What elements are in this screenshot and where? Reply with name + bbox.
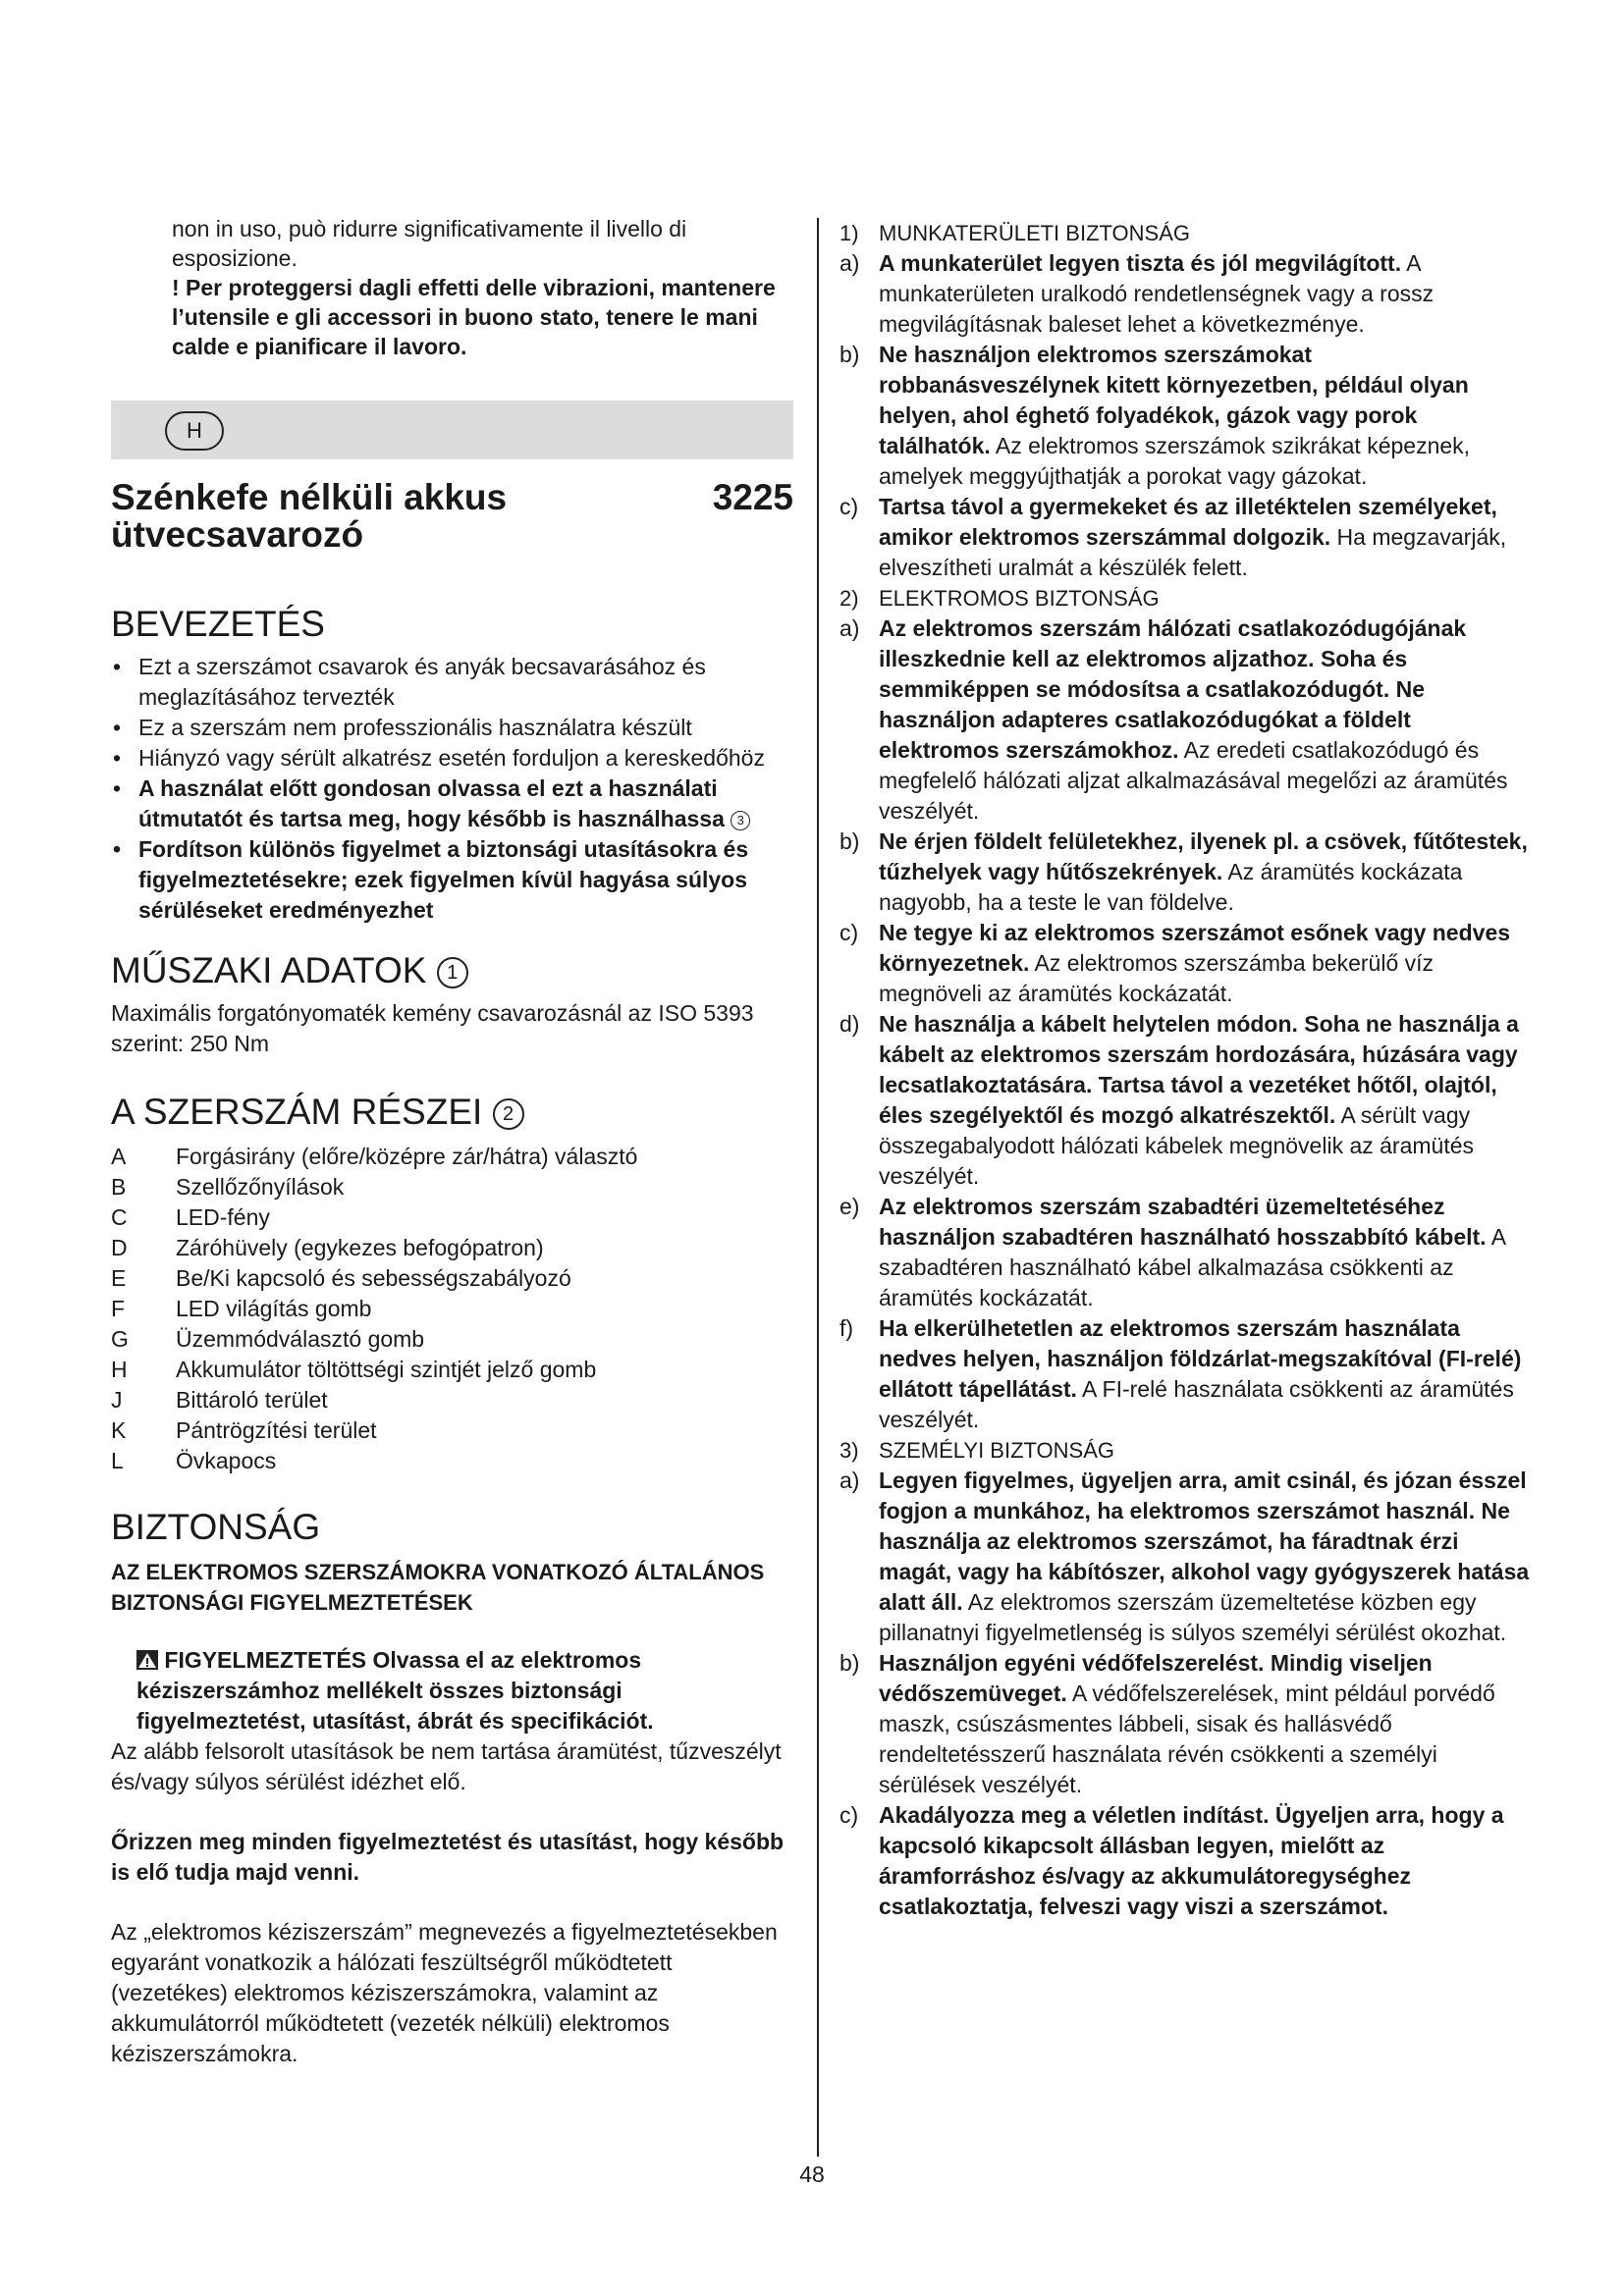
rule-text	[879, 248, 1532, 340]
section-1-heading	[839, 218, 1532, 248]
rule-normal: A védőfelszerelések, mint például porvédő maszk, csúszásmentes lábbeli, sisak és hallásvédő rendeltetésszerű használata révén csökkenti a személyi sérülések veszélyét.	[879, 1681, 1495, 1797]
heading-bevezetes: BEVEZETÉS	[111, 604, 325, 644]
rule-letter: b)	[839, 1650, 860, 1676]
right-column	[839, 218, 1532, 1922]
title-line-1: Szénkefe nélküli akkus	[111, 477, 508, 517]
part-label: LED-fény	[176, 1204, 270, 1230]
rule-normal: Az elektromos szerszámba bekerülő víz megnöveli az áramütés kockázatát.	[879, 950, 1435, 1006]
warning-text: Az alább felsorolt utasítások be nem tartása áramütést, tűzveszélyt és/vagy súlyos sérülést idézhet elő.	[111, 1738, 782, 1794]
part-row	[111, 1142, 793, 1172]
part-row	[111, 1294, 793, 1324]
rule-text	[879, 1648, 1532, 1800]
intro-bullet-list	[111, 652, 793, 926]
rule-letter: a)	[839, 1468, 860, 1493]
part-key: A	[111, 1144, 127, 1169]
rule-text	[879, 1192, 1532, 1313]
list-item: • Fordítson különös figyelmet a biztonsági utasításokra és figyelmeztetésekre; ezek figyelmen kívül hagyása súlyos sérüléseket eredményezhet	[111, 834, 793, 926]
part-label: Pántrögzítési terület	[176, 1417, 377, 1443]
part-row	[111, 1385, 793, 1415]
heading-text: MŰSZAKI ADATOK	[111, 950, 427, 990]
rule-item	[839, 1009, 1532, 1192]
rule-letter: c)	[839, 920, 859, 945]
part-row	[111, 1324, 793, 1355]
rule-bold: Az elektromos szerszám szabadtéri üzemeltetéséhez használjon szabadtéren használható hosszabbító kábelt.	[879, 1194, 1487, 1250]
rule-letter: a)	[839, 250, 860, 276]
part-key: E	[111, 1265, 127, 1291]
language-bar	[111, 400, 793, 459]
rule-item	[839, 340, 1532, 492]
rule-bold: Ne tegye ki az elektromos szerszámot esőnek vagy nedves környezetnek.	[879, 920, 1511, 976]
rule-text	[879, 827, 1532, 918]
rule-text	[879, 492, 1532, 583]
term-definition: Az „elektromos kéziszerszám” megnevezés a figyelmeztetésekben egyaránt vonatkozik a hálózati feszültségről működtetett (vezetékes) elektromos kéziszerszámokra, valamint az akkumulátorról működtetett (vezeték nélküli) elektromos kéziszerszámokra.	[111, 1919, 778, 2066]
list-item: • Ez a szerszám nem professzionális használatra készült	[111, 713, 793, 743]
figure-ref-3: 3	[731, 811, 750, 830]
part-label: LED világítás gomb	[176, 1296, 372, 1321]
heading-muszaki-adatok	[111, 951, 793, 990]
part-row	[111, 1446, 793, 1476]
part-key: K	[111, 1417, 127, 1443]
section-3-heading	[839, 1435, 1532, 1466]
part-label: Szellőzőnyílások	[176, 1174, 345, 1200]
part-row	[111, 1233, 793, 1263]
part-key: C	[111, 1204, 128, 1230]
rule-normal: A munkaterületen uralkodó rendetlenségnek vagy a rossz megvilágításnak baleset lehet a következménye.	[879, 250, 1435, 337]
title-line-2: ütvecsavarozó	[111, 514, 364, 555]
section-title: SZEMÉLYI BIZTONSÁG	[879, 1438, 1115, 1463]
rule-bold: Legyen figyelmes, ügyeljen arra, amit csinál, és józan ésszel fogjon a munkához, ha elektromos szerszámot használ. Ne használja az elektromos szerszámot, ha fáradtnak érzi magát, vagy ha kábítószer, alkohol vagy gyógyszerek hatása alatt áll.	[879, 1468, 1530, 1615]
part-key: H	[111, 1357, 128, 1382]
section-2-heading	[839, 583, 1532, 614]
section-number: 3)	[839, 1438, 859, 1463]
section-number: 1)	[839, 221, 859, 245]
part-label: Övkapocs	[176, 1448, 277, 1473]
column-divider	[817, 218, 819, 2157]
keep-instructions: Őrizzen meg minden figyelmeztetést és utasítást, hogy később is elő tudja majd venni.	[111, 1829, 785, 1885]
figure-ref-2: 2	[493, 1098, 524, 1130]
model-number: 3225	[712, 477, 793, 517]
rule-bold: Ha elkerülhetetlen az elektromos szerszám használata nedves helyen, használjon földzárlat-megszakítóval (FI-relé) ellátott tápellátást.	[879, 1315, 1522, 1402]
rule-bold: Tartsa távol a gyermekeket és az illetéktelen személyeket, amikor elektromos szerszámmal dolgozik.	[879, 494, 1497, 550]
section-title: MUNKATERÜLETI BIZTONSÁG	[879, 221, 1191, 245]
rule-normal: Az eredeti csatlakozódugó és megfelelő hálózati aljzat alkalmazásával megelőzi az áramütés veszélyét.	[879, 737, 1508, 824]
rule-text	[879, 340, 1532, 492]
rule-normal: Az elektromos szerszámok szikrákat képeznek, amelyek meggyújthatják a porokat vagy gázokat.	[879, 433, 1471, 489]
list-item: • Hiányzó vagy sérült alkatrész esetén forduljon a kereskedőhöz	[111, 743, 793, 774]
rule-bold: Ne használjon elektromos szerszámokat robbanásveszélynek kitett környezetben, például olyan helyen, ahol éghető folyadékok, gázok vagy porok találhatók.	[879, 342, 1469, 458]
part-row	[111, 1202, 793, 1233]
rule-item	[839, 1800, 1532, 1922]
left-column	[111, 214, 793, 2069]
rule-item	[839, 492, 1532, 583]
rule-item	[839, 1648, 1532, 1800]
rule-item	[839, 1466, 1532, 1648]
part-row	[111, 1263, 793, 1294]
part-label: Be/Ki kapcsoló és sebességszabályozó	[176, 1265, 571, 1291]
general-warning	[111, 1645, 793, 1797]
warning-bold-content: FIGYELMEZTETÉS Olvassa el az elektromos kéziszerszámhoz mellékelt összes biztonsági figyelmeztetést, utasítást, ábrát és specifikációt.	[136, 1647, 654, 1734]
bold-instruction: A használat előtt gondosan olvassa el ezt a használati útmutatót és tartsa meg, hogy később is használhassa	[138, 775, 725, 831]
rule-text	[879, 1466, 1532, 1648]
section-number: 2)	[839, 586, 859, 611]
rule-text	[879, 1313, 1532, 1435]
rule-normal: Ha megzavarják, elveszítheti uralmát a készülék felett.	[879, 524, 1507, 580]
rule-item	[839, 827, 1532, 918]
heading-szerszam-reszei	[111, 1093, 793, 1132]
rule-letter: d)	[839, 1011, 860, 1037]
rule-normal: Az elektromos szerszám üzemeltetése közben egy pillanatnyi figyelmetlenség is súlyos személyi sérülést okozhat.	[879, 1589, 1507, 1645]
rule-normal: A sérült vagy összegabalyodott hálózati kábelek megnövelik az áramütés veszélyét.	[879, 1102, 1475, 1189]
section-title: ELEKTROMOS BIZTONSÁG	[879, 586, 1160, 611]
spec-text: Maximális forgatónyomaték kemény csavarozásnál az ISO 5393 szerint: 250 Nm	[111, 1000, 754, 1056]
heading-biztonsag: BIZTONSÁG	[111, 1507, 321, 1547]
rule-normal: A szabadtéren használható kábel alkalmazása csökkenti az áramütés kockázatát.	[879, 1224, 1505, 1310]
rule-letter: b)	[839, 342, 860, 367]
rule-bold: Az elektromos szerszám hálózati csatlakozódugójának illeszkednie kell az elektromos aljzathoz. Soha és semmiképpen se módosítsa a csatlakozódugót. Ne használjon adapteres csatlakozódugókat a földelt elektromos szerszámokhoz.	[879, 615, 1467, 763]
rule-letter: e)	[839, 1194, 860, 1219]
rule-item	[839, 1313, 1532, 1435]
intro-vibration-warning: ! Per proteggersi dagli effetti delle vibrazioni, mantenere l’utensile e gli accessori in buono stato, tenere le mani calde e pianificare il lavoro.	[172, 275, 776, 359]
rule-text	[879, 1009, 1532, 1192]
rule-letter: c)	[839, 494, 859, 519]
part-key: F	[111, 1296, 126, 1321]
part-label: Forgásirány (előre/középre zár/hátra) választó	[176, 1144, 638, 1169]
parts-list	[111, 1142, 793, 1476]
safety-subheading: AZ ELEKTROMOS SZERSZÁMOKRA VONATKOZÓ ÁLTALÁNOS BIZTONSÁGI FIGYELMEZTETÉSEK	[111, 1560, 765, 1615]
page-number: 48	[799, 2162, 825, 2187]
rule-bold: Ne használja a kábelt helytelen módon. Soha ne használja a kábelt az elektromos szerszám hordozására, húzására vagy lecsatlakoztatására. Tartsa távol a vezetéket hőtől, olajtól, éles szegélyektől és mozgó alkatrészektől.	[879, 1011, 1519, 1128]
rule-bold: Akadályozza meg a véletlen indítást. Ügyeljen arra, hogy a kapcsoló kikapcsolt állásban legyen, mielőtt az áramforráshoz és/vagy az akkumulátoregységhez csatlakoztatja, felveszi vagy viszi a szerszámot.	[879, 1802, 1504, 1919]
rule-normal: Az áramütés kockázata nagyobb, ha a teste le van földelve.	[879, 859, 1463, 915]
rule-letter: a)	[839, 615, 860, 641]
rule-text	[879, 918, 1532, 1009]
rule-normal: A FI-relé használata csökkenti az áramütés veszélyét.	[879, 1376, 1514, 1432]
intro-block	[172, 214, 793, 361]
rule-bold: Használjon egyéni védőfelszerelést. Mindig viseljen védőszemüveget.	[879, 1650, 1433, 1706]
product-title	[111, 479, 793, 554]
part-row	[111, 1355, 793, 1385]
rule-text	[879, 1800, 1532, 1922]
rule-bold: A munkaterület legyen tiszta és jól megvilágított.	[879, 250, 1402, 276]
part-label: Záróhüvely (egykezes befogópatron)	[176, 1235, 544, 1260]
list-item	[111, 774, 793, 834]
rule-item	[839, 918, 1532, 1009]
rule-letter: b)	[839, 828, 860, 854]
rule-item	[839, 614, 1532, 827]
language-badge: H	[165, 411, 224, 451]
part-key: G	[111, 1326, 129, 1352]
rule-letter: f)	[839, 1315, 854, 1341]
part-label: Akkumulátor töltöttségi szintjét jelző gomb	[176, 1357, 597, 1382]
warning-first-line-wrap	[111, 1645, 793, 1736]
part-label: Bittároló terület	[176, 1387, 328, 1413]
list-item: • Ezt a szerszámot csavarok és anyák becsavarásához és meglazításához tervezték	[111, 652, 793, 713]
rule-text	[879, 614, 1532, 827]
part-key: J	[111, 1387, 123, 1413]
rule-item	[839, 248, 1532, 340]
intro-text: non in uso, può ridurre significativamente il livello di esposizione.	[172, 216, 687, 271]
rule-letter: c)	[839, 1802, 859, 1828]
part-key: D	[111, 1235, 128, 1260]
part-label: Üzemmódválasztó gomb	[176, 1326, 425, 1352]
figure-ref-1: 1	[437, 957, 468, 988]
part-key: B	[111, 1174, 127, 1200]
heading-text: A SZERSZÁM RÉSZEI	[111, 1092, 483, 1132]
warning-triangle-icon	[136, 1650, 158, 1670]
part-row	[111, 1172, 793, 1202]
part-key: L	[111, 1448, 124, 1473]
warning-bold-text	[136, 1647, 654, 1734]
part-row	[111, 1415, 793, 1446]
rule-item	[839, 1192, 1532, 1313]
rule-bold: Ne érjen földelt felületekhez, ilyenek pl. a csövek, fűtőtestek, tűzhelyek vagy hűtőszekrények.	[879, 828, 1528, 884]
